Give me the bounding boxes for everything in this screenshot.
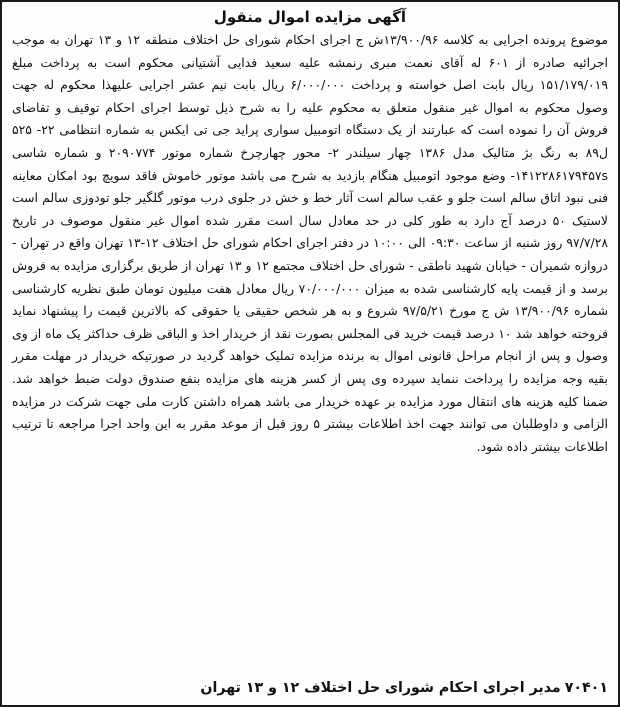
notice-code: ۷۰۴۰۱: [564, 680, 608, 696]
notice-footer: [12, 677, 608, 699]
notice-body: موضوع پرونده اجرایی به کلاسه ۱۳/۹۰۰/۹۶ش ج اجرای احکام شورای حل اختلاف منطقه ۱۲ و ۱۳ تهران به موجب اجرائیه صادره از ۶۰۱ له آقای نعمت مبری رنمشه علیه سعید فدایی آشتیانی محکوم است به پرداخت مبلغ ۱۵۱/۱۷۹/۰۱۹ ریال بابت اصل خواسته و پرداخت ۶/۰۰۰/۰۰۰ ریال بابت نیم عشر اجرایی علیهذا محکوم له جهت وصول محکوم به اموال غیر منقول متعلق به محکوم علیه را به شرح ذیل توسط اجرای احکام توقیف و تقاضای فروش آن را نموده است که عبارتند از یک دستگاه اتومبیل سواری پراید جی تی ایکس به شماره انتظامی ۲۲- ۵۲۵ ل۸۹ به رنگ بژ متالیک مدل ۱۳۸۶ چهار سیلندر ۲- محور چهارچرخ شماره موتور ۲۰۹۰۷۷۴ و شماره شاسی ۱۴۱۲۲۸۶۱۷۹۴۵۷s- وضع موجود اتومبیل هنگام بازدید به شرح می باشد موتور خاموش فاقد سویچ بود امکان معاینه فنی نبود اتاق سالم است جلو و عقب سالم است آثار خط و خش در جلوی درب موتور گلگیر جلو تودوزی سالم است لاستیک ۵۰ درصد آج دارد به طور کلی در حد معادل سال است مقرر شده اموال غیر منقول موصوف در تاریخ ۹۷/۷/۲۸ روز شنبه از ساعت ۰۹:۳۰ الی ۱۰:۰۰ در دفتر اجرای احکام شورای حل اختلاف ۱۲-۱۳ تهران واقع در تهران - دروازه شمیران - خیابان شهید ناطقی - شورای حل اختلاف مجتمع ۱۲ و ۱۳ تهران از طریق برگزاری مزایده به فروش برسد و از قیمت پایه کارشناسی شده به میزان ۷۰/۰۰۰/۰۰۰ ریال معادل هفت میلیون تومان طبق نظریه کارشناسی شماره ۱۳/۹۰۰/۹۶ ش ج مورخ ۹۷/۵/۲۱ شروع و به هر شخص حقیقی یا حقوقی که بالاترین قیمت را پیشنهاد نماید فروخته خواهد شد ۱۰ درصد قیمت خرید فی المجلس بصورت نقد از خریدار اخذ و الباقی ظرف حداکثر یک ماه از وی وصول و پس از انجام مراحل قانونی اموال به برنده مزایده تملیک خواهد گردید در صورتیکه خریدار در مهلت مقرر بقیه وجه مزایده را پرداخت ننماید سپرده وی پس از کسر هزینه های مزایده بنفع صندوق دولت ضبط خواهد شد. ضمنا کلیه هزینه های انتقال مورد مزایده بر عهده خریدار می باشد همراه داشتن کارت ملی جهت شرکت در مزایده الزامی و داوطلبان می توانند جهت اخذ اطلاعات بیشتر ۵ روز قبل از موعد مقرر به این واحد اجرا مراجعه تا ترتیب اطلاعات بیشتر داده شود.: [12, 32, 609, 454]
notice-title: آگهی مزایده اموال منقول: [213, 8, 407, 26]
notice-signature: مدیر اجرای احکام شورای حل اختلاف ۱۲ و ۱۳ تهران: [200, 680, 561, 696]
